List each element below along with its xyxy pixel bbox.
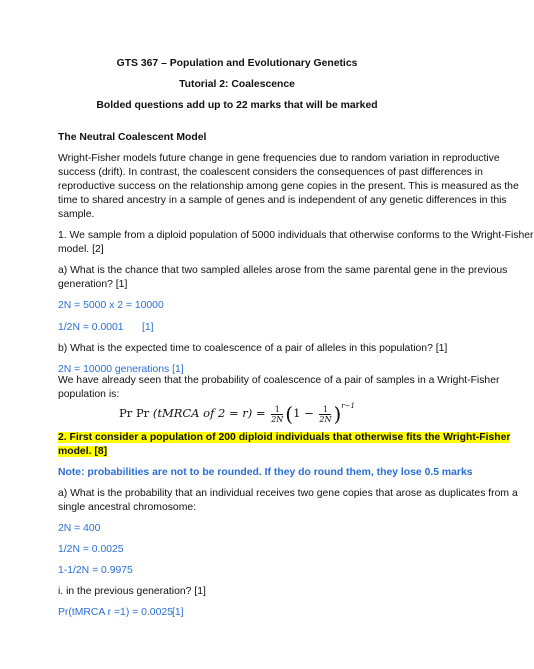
formula-exponent: r−1 [341,402,355,410]
question-1a-text: a) What is the chance that two sampled alleles arose from the same parental gene in the previous [58,265,508,276]
question-2a-text: a) What is the probability that an individual receives two gene copies that arose as duplicates from a [58,488,518,499]
question-2-text [58,431,510,444]
answer-1a-line2: 1/2N = 0.0001 [58,322,124,333]
coalescence-text: population is: [58,389,120,400]
question-2a-text: single ancestral chromosome: [58,502,197,513]
formula-fraction-denominator: 2N [271,414,284,424]
intro-line: reproductive success on the relationship among gene copies in the present. This is measured as the [58,181,519,192]
question-1a-text: generation? [1] [58,279,128,290]
formula-fraction-numerator: 1 [271,405,283,415]
formula-fraction [271,405,283,424]
marking-note: Note: probabilities are not to be rounded. If they do round them, they lose 0.5 marks [58,467,473,478]
question-2-highlight: model. [8] [58,446,108,457]
answer-2a-line1: 2N = 400 [58,523,101,534]
intro-line: time to shared ancestry in a sample of genes and is independent of any genetic differences in this [58,195,507,206]
answer-1b: 2N = 10000 generations [1] [58,364,184,375]
formula-fraction-2-numerator: 1 [319,405,331,415]
intro-line: Wright-Fisher models future change in gene frequencies due to random variation in reproductive [58,153,500,164]
coalescence-formula: Pr Pr (tMRCA of 2 = r) = $\frac{1}{2N}$ (1 − $\frac{1}{2N}$ )$^{r-1}$ [119,402,355,426]
answer-2a-line2: 1/2N = 0.0025 [58,544,124,555]
question-1-text: 1. We sample from a diploid population of 5000 individuals that otherwise conforms to the Wright-Fisher [58,230,534,241]
answer-1a-line1: 2N = 5000 x 2 = 10000 [58,300,164,311]
question-2-highlight: 2. First consider a population of 200 diploid individuals that otherwise fits the Wright-Fisher [58,432,511,443]
section-heading: The Neutral Coalescent Model [58,132,207,143]
answer-2a-line3: 1-1/2N = 0.9975 [58,565,133,576]
question-2-text [58,445,107,458]
marks-note: Bolded questions add up to 22 marks that will be marked [96,100,378,111]
question-1b-text: b) What is the expected time to coalescence of a pair of alleles in this population? [1] [58,343,448,354]
intro-line: sample. [58,209,95,220]
course-title: GTS 367 – Population and Evolutionary Genetics [116,58,358,69]
formula-minus: − [304,406,314,420]
intro-line: success (drift). In contrast, the coalescent considers the consequences of past differences in [58,167,483,178]
formula-fraction-2-denominator: 2N [319,414,332,424]
formula-one: 1 [293,406,301,420]
coalescence-text: We have already seen that the probability of coalescence of a pair of samples in a Wright-Fisher [58,375,500,386]
answer-2a-i: Pr(tMRCA r =1) = 0.0025 [58,607,173,618]
answer-1a-mark: [1] [142,322,154,333]
question-2a-i-text: i. in the previous generation? [1] [58,586,206,597]
formula-equals: = [255,406,266,420]
formula-lhs-inner: (tMRCA of 2 = r) [152,406,253,420]
formula-fraction-2 [319,405,331,424]
formula-lhs-prefix: Pr Pr [119,406,150,420]
tutorial-title: Tutorial 2: Coalescence [179,79,295,90]
answer-2a-i-mark: [1] [172,607,184,618]
question-1-text: model. [2] [58,244,104,255]
